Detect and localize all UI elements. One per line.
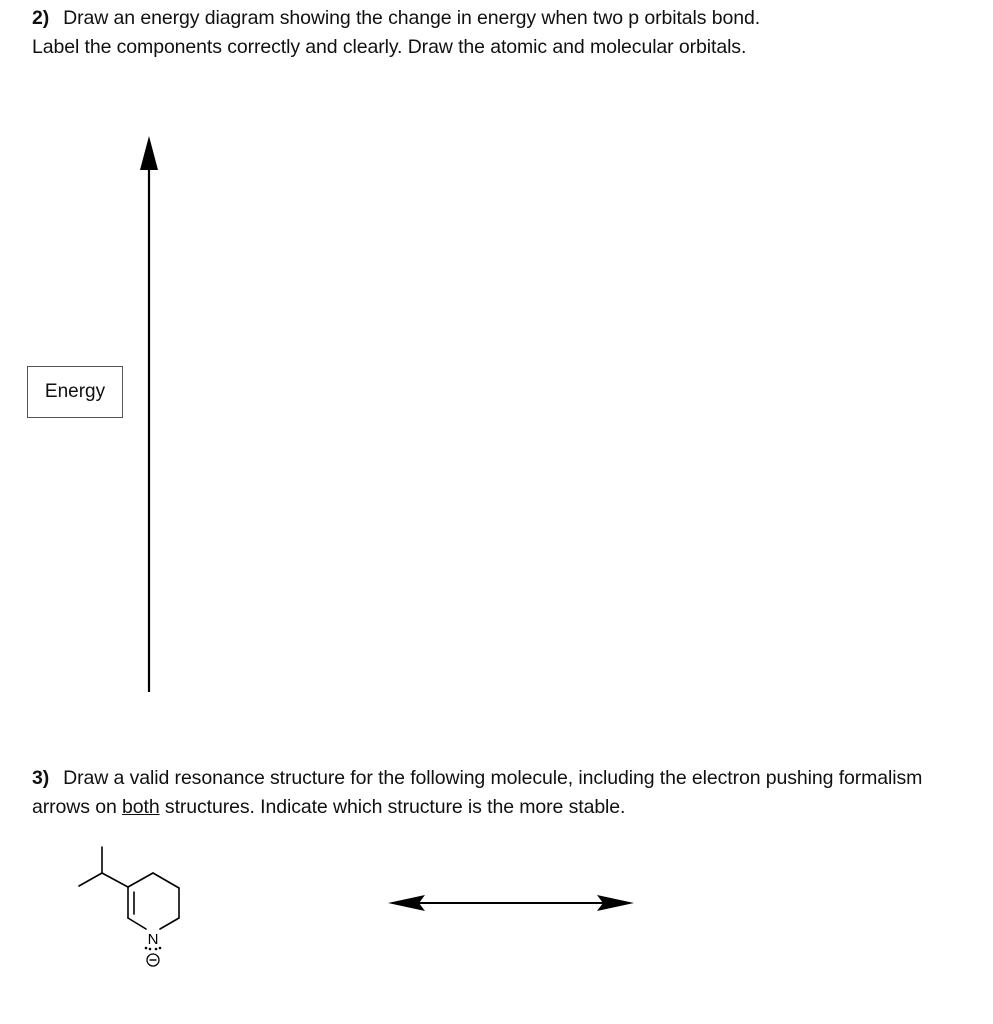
isopropyl-ring-bond <box>102 873 128 887</box>
lone-pair-dot <box>145 947 148 950</box>
ring-bond-4 <box>160 918 179 929</box>
ring-bond-5 <box>128 918 146 929</box>
nitrogen-atom-label: N <box>147 931 159 948</box>
question-2-number: 2) <box>32 7 50 29</box>
isopropyl-methyl-bond-left <box>79 873 102 886</box>
lone-pair-dot <box>155 948 158 951</box>
question-2-text-line-2: Label the components correctly and clearly. Draw the atomic and molecular orbitals. <box>32 36 747 58</box>
energy-axis <box>140 136 158 692</box>
lone-pair-dot <box>149 948 152 951</box>
question-3-number: 3) <box>32 767 50 789</box>
question-3-underlined-word: both <box>122 796 160 818</box>
energy-label: Energy <box>44 381 106 402</box>
resonance-arrow <box>388 895 634 911</box>
molecule-structure <box>79 847 179 929</box>
question-2-text-line-1: Draw an energy diagram showing the change in energy when two p orbitals bond. <box>63 7 761 29</box>
negative-charge-icon <box>147 954 159 966</box>
question-3-text-before: Draw a valid resonance structure for the following molecule, including the electron pushing formalism arrows on <box>32 767 923 818</box>
question-3-text-after: structures. Indicate which structure is the more stable. <box>159 796 626 818</box>
lone-pair-dot <box>159 947 162 950</box>
energy-axis-arrowhead <box>140 136 158 170</box>
ring-bond-2 <box>153 873 179 888</box>
ring-bond-1 <box>128 873 153 887</box>
